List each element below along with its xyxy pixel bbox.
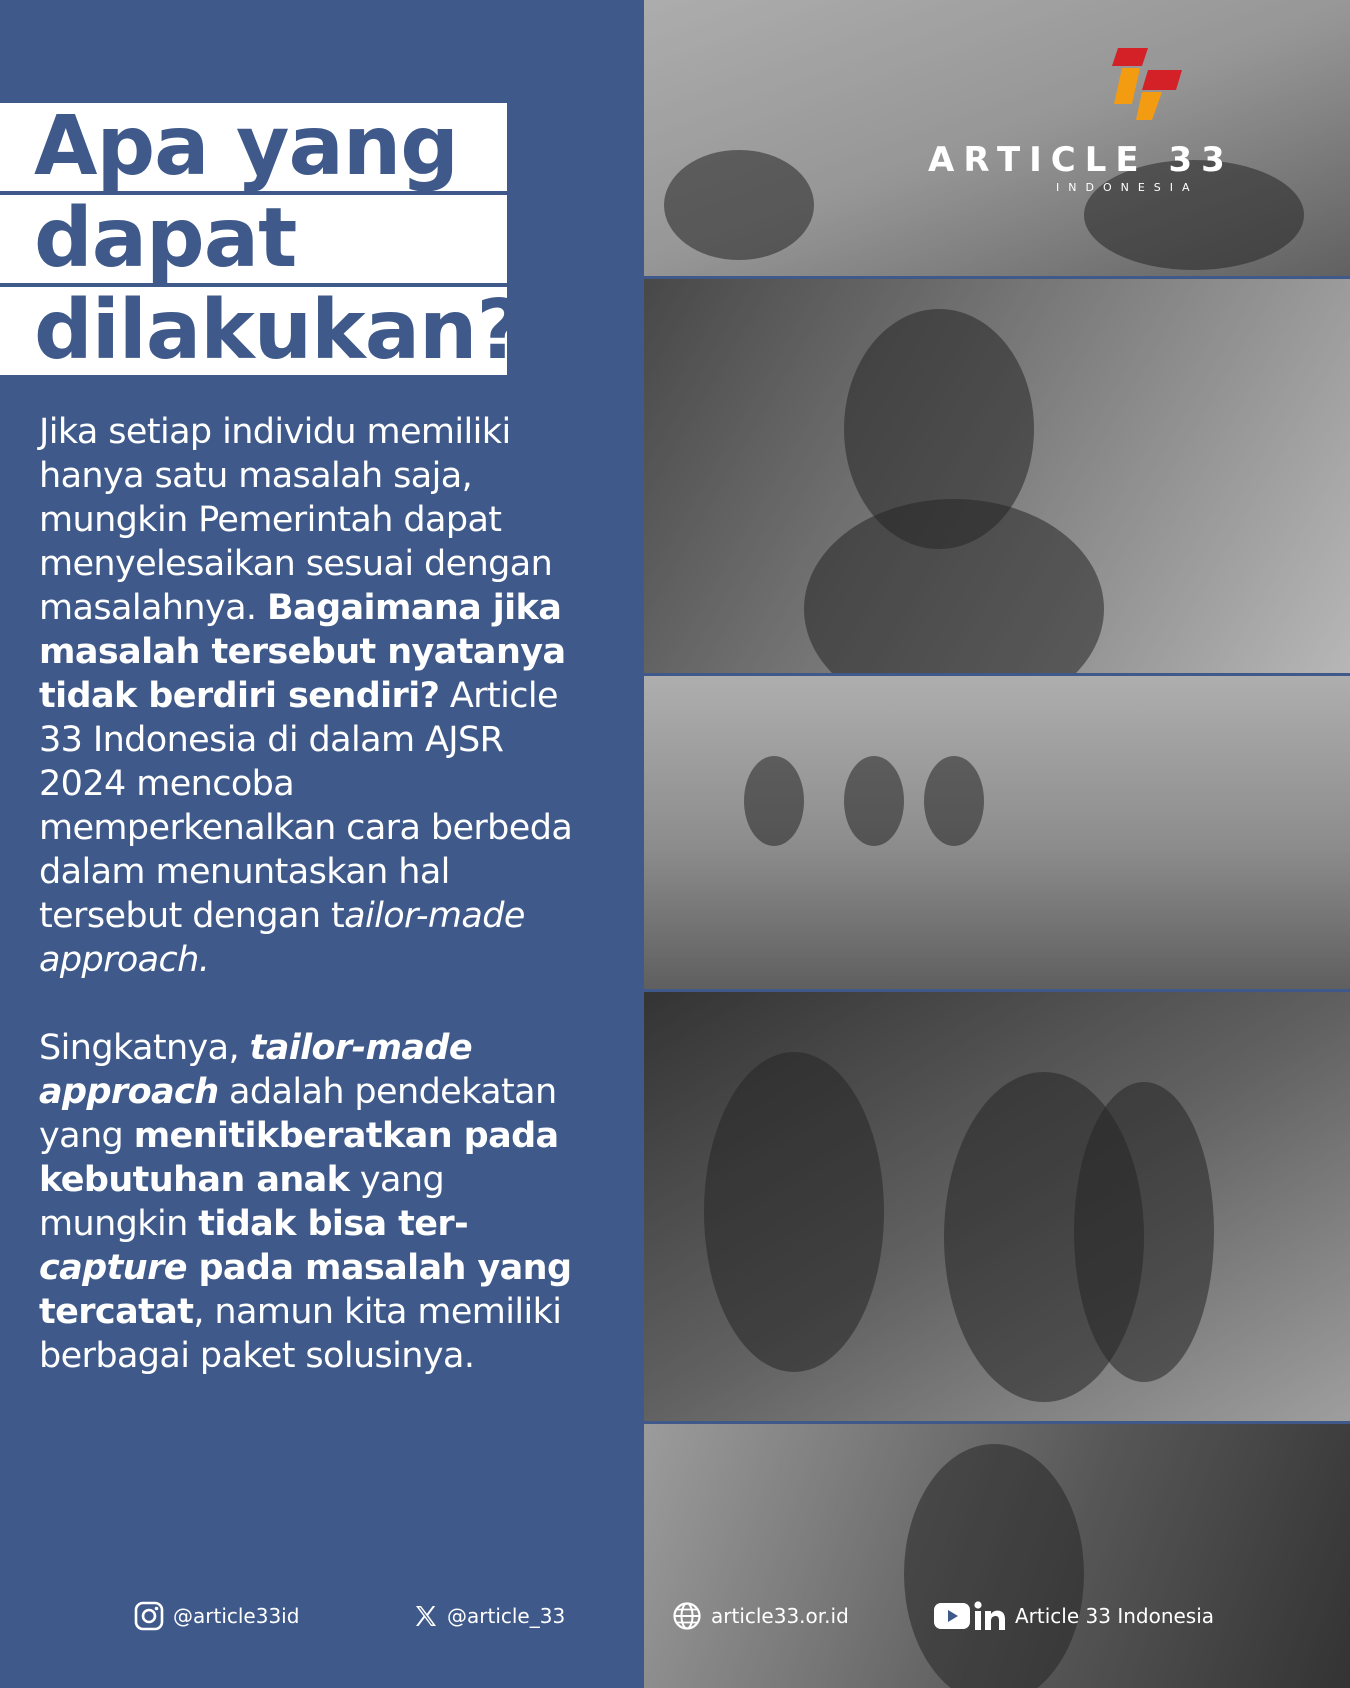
photo-speaker-microphone [644,279,1350,673]
website-url: article33.or.id [711,1604,849,1628]
instagram-icon [134,1601,164,1631]
p2-bold-italic-term: tailor-made approach [39,1028,473,1112]
instagram-link[interactable] [134,1596,299,1636]
linkedin-icon [974,1601,1006,1631]
youtube-icon [934,1603,970,1629]
p2-bold-1: menitikberatkan pada kebutuhan anak [39,1116,559,1200]
page-title [0,99,523,378]
footer-socials [0,1596,1350,1636]
photo-shape [904,1444,1084,1688]
logo-subtitle: INDONESIA [1056,181,1199,194]
x-link[interactable] [414,1596,565,1636]
photo-panelists [644,992,1350,1421]
p2-text-1: Singkatnya, [39,1028,250,1068]
p1-italic-approach: ailor-made approach. [39,896,525,980]
youtube-linkedin-link[interactable] [934,1596,1214,1636]
globe-icon [672,1601,702,1631]
p1-text-2: Article 33 Indonesia di dalam AJSR 2024 mencoba memperkenalkan cara berbeda dalam menuntaskan hal tersebut dengan t [39,676,573,936]
photo-shape [924,756,984,846]
photo-shape [744,756,804,846]
x-logo-icon [414,1604,438,1628]
left-text-panel [0,0,644,1688]
title-line-2: dapat [0,195,507,283]
paragraph-2 [39,1026,599,1378]
channel-name: Article 33 Indonesia [1015,1604,1215,1628]
logo-mark-icon [1112,44,1182,120]
title-line-3: dilakukan? [0,287,507,375]
photo-shape [844,309,1034,549]
p2-text-4: , namun kita memiliki berbagai paket solusinya. [39,1292,562,1376]
photo-shape [1074,1082,1214,1382]
article33-logo [928,40,1234,194]
photo-shape [944,1072,1144,1402]
photo-shape [804,499,1104,673]
logo-wordmark: ARTICLE 33 [928,140,1234,180]
photo-shape [704,1052,884,1372]
p1-bold-question: Bagaimana jika masalah tersebut nyatanya tidak berdiri sendiri? [39,588,566,716]
website-link[interactable] [672,1596,849,1636]
instagram-handle: @article33id [173,1604,300,1628]
paragraph-1 [39,410,599,982]
p1-text-1: Jika setiap individu memiliki hanya satu masalah saja, mungkin Pemerintah dapat menyelesaikan sesuai dengan masalahnya. [39,412,553,628]
photo-shape [844,756,904,846]
p2-bold-2: tidak bisa ter- [198,1204,468,1244]
photo-shape [664,150,814,260]
body-text [39,410,599,1378]
x-handle: @article_33 [447,1604,566,1628]
p2-bold-3: pada masalah yang tercatat [39,1248,572,1332]
p2-text-3: yang mungkin [39,1160,445,1244]
p2-bold-italic-capture: capture [39,1248,187,1288]
title-line-1: Apa yang [0,103,507,191]
p2-text-2: adalah pendekatan yang [39,1072,557,1156]
photo-presenter [644,1424,1350,1688]
photo-panel-session [644,676,1350,989]
photo-collage [644,0,1350,1688]
